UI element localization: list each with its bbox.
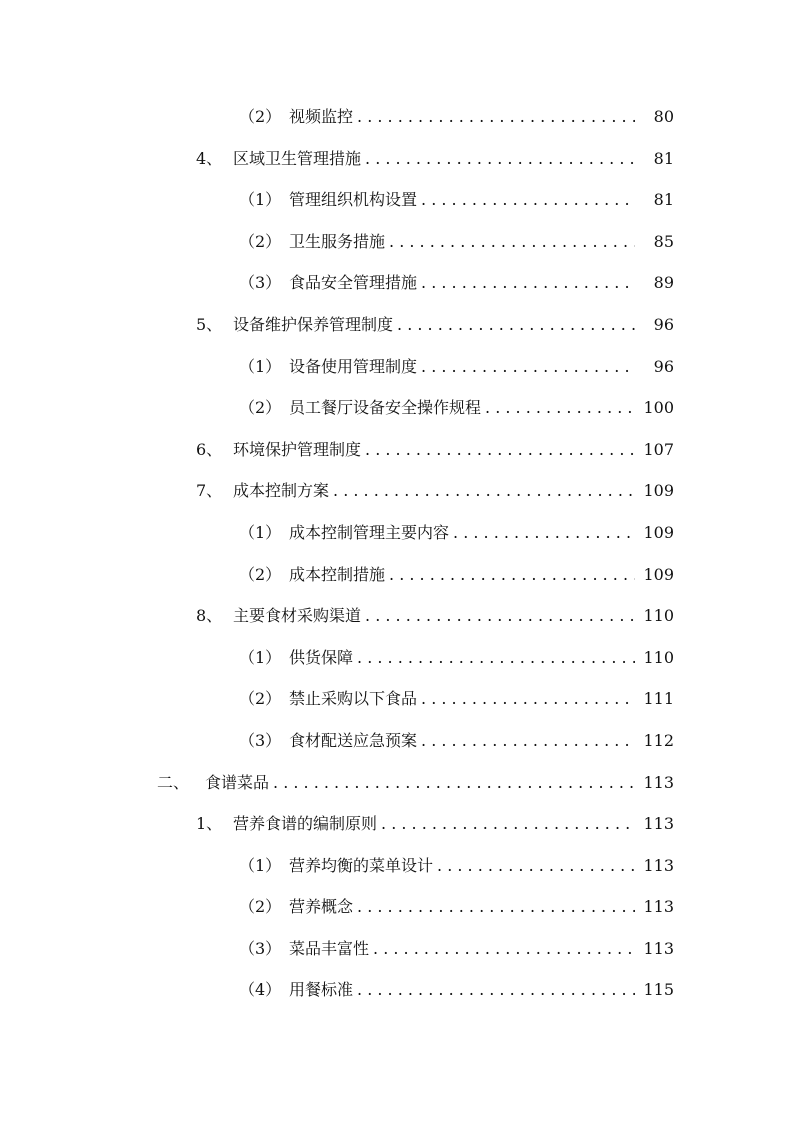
toc-entry-title xyxy=(289,637,635,679)
toc-entry-title-text: 成本控制措施 xyxy=(289,565,389,584)
toc-entry-page: 110 xyxy=(643,606,674,626)
toc-entry-number: 6、 xyxy=(196,439,223,459)
toc-entry-title xyxy=(289,262,635,304)
toc-entry-number: （2） xyxy=(239,398,282,418)
toc-entry[interactable] xyxy=(0,387,793,429)
toc-entry[interactable] xyxy=(0,803,793,845)
toc-entry[interactable] xyxy=(0,637,793,679)
toc-entry[interactable] xyxy=(0,96,793,138)
table-of-contents xyxy=(0,96,793,1011)
toc-entry-title xyxy=(233,470,635,512)
toc-entry-title xyxy=(205,762,635,804)
toc-entry[interactable] xyxy=(0,221,793,263)
toc-entry-title xyxy=(233,803,635,845)
toc-entry[interactable] xyxy=(0,346,793,388)
toc-entry-page: 113 xyxy=(643,897,674,917)
toc-entry-page: 100 xyxy=(643,398,674,418)
toc-entry-title xyxy=(233,429,635,471)
toc-entry-title xyxy=(289,554,635,596)
toc-entry-title xyxy=(289,720,635,762)
toc-entry-title xyxy=(289,845,635,887)
toc-entry-number: （2） xyxy=(239,689,282,709)
toc-entry-page: 96 xyxy=(653,356,674,376)
toc-entry-number: 4、 xyxy=(196,148,223,168)
toc-entry-number: 5、 xyxy=(196,314,223,334)
toc-entry-number: （1） xyxy=(239,855,282,875)
toc-entry-title-text: 食材配送应急预案 xyxy=(289,731,421,750)
toc-entry-page: 109 xyxy=(643,522,674,542)
toc-entry-number: （1） xyxy=(239,190,282,210)
toc-entry-title-text: 营养食谱的编制原则 xyxy=(233,814,381,833)
toc-entry-page: 85 xyxy=(653,231,674,251)
toc-entry-title-text: 管理组织机构设置 xyxy=(289,190,421,209)
toc-entry[interactable] xyxy=(0,179,793,221)
toc-entry-number: 8、 xyxy=(196,606,223,626)
toc-entry[interactable] xyxy=(0,304,793,346)
toc-entry-page: 112 xyxy=(643,730,674,750)
toc-entry-title-text: 主要食材采购渠道 xyxy=(233,606,365,625)
toc-entry[interactable] xyxy=(0,429,793,471)
toc-entry[interactable] xyxy=(0,512,793,554)
toc-entry-title-text: 营养均衡的菜单设计 xyxy=(289,856,437,875)
toc-entry-number: （2） xyxy=(239,897,282,917)
toc-entry[interactable] xyxy=(0,845,793,887)
toc-entry-title xyxy=(233,304,635,346)
toc-entry[interactable] xyxy=(0,762,793,804)
toc-entry-title-text: 员工餐厅设备安全操作规程 xyxy=(289,398,485,417)
toc-entry-number: 7、 xyxy=(196,481,223,501)
toc-entry-title xyxy=(289,346,635,388)
toc-entry-title-text: 卫生服务措施 xyxy=(289,232,389,251)
toc-entry[interactable] xyxy=(0,595,793,637)
toc-entry-page: 96 xyxy=(653,314,674,334)
toc-entry-title-text: 成本控制管理主要内容 xyxy=(289,523,453,542)
toc-entry-number: （3） xyxy=(239,730,282,750)
toc-entry-title-text: 食品安全管理措施 xyxy=(289,273,421,292)
toc-entry-page: 113 xyxy=(643,814,674,834)
toc-entry-title-text: 视频监控 xyxy=(289,107,357,126)
toc-entry-title-text: 设备使用管理制度 xyxy=(289,357,421,376)
toc-entry-number: （3） xyxy=(239,273,282,293)
toc-entry-page: 113 xyxy=(643,772,674,792)
toc-entry-title xyxy=(289,96,635,138)
toc-entry-title-text: 禁止采购以下食品 xyxy=(289,689,421,708)
toc-entry-page: 110 xyxy=(643,647,674,667)
toc-entry[interactable] xyxy=(0,969,793,1011)
toc-entry[interactable] xyxy=(0,886,793,928)
toc-entry-page: 115 xyxy=(643,980,674,1000)
toc-entry-title xyxy=(289,387,635,429)
toc-entry-number: （1） xyxy=(239,647,282,667)
toc-entry-title xyxy=(233,595,635,637)
toc-entry-title xyxy=(289,678,635,720)
toc-entry-number: （2） xyxy=(239,231,282,251)
toc-entry-page: 81 xyxy=(653,148,674,168)
toc-entry[interactable] xyxy=(0,138,793,180)
toc-entry-title-text: 食谱菜品 xyxy=(205,773,273,792)
toc-entry-title xyxy=(289,221,635,263)
toc-entry-title-text: 环境保护管理制度 xyxy=(233,440,365,459)
toc-entry[interactable] xyxy=(0,928,793,970)
toc-entry-title-text: 用餐标准 xyxy=(289,980,357,999)
toc-entry-title xyxy=(289,886,635,928)
toc-entry-page: 113 xyxy=(643,855,674,875)
toc-entry-number: （3） xyxy=(239,938,282,958)
toc-entry-title xyxy=(289,512,635,554)
toc-entry-number: （2） xyxy=(239,564,282,584)
toc-entry-page: 109 xyxy=(643,564,674,584)
toc-entry[interactable] xyxy=(0,554,793,596)
toc-entry-title-text: 区域卫生管理措施 xyxy=(233,149,365,168)
toc-entry-title-text: 设备维护保养管理制度 xyxy=(233,315,397,334)
toc-entry-title-text: 成本控制方案 xyxy=(233,481,333,500)
toc-entry-number: 1、 xyxy=(196,814,223,834)
toc-entry-number: （2） xyxy=(239,107,282,126)
toc-entry-title-text: 菜品丰富性 xyxy=(289,939,373,958)
toc-entry[interactable] xyxy=(0,262,793,304)
toc-entry-number: （4） xyxy=(239,980,282,1000)
toc-entry[interactable] xyxy=(0,720,793,762)
toc-entry-page: 89 xyxy=(653,273,674,293)
toc-entry-page: 111 xyxy=(643,689,674,709)
toc-entry-number: 二、 xyxy=(157,772,190,792)
toc-entry-page: 80 xyxy=(653,107,674,126)
toc-entry-title xyxy=(289,928,635,970)
toc-entry-title xyxy=(289,179,635,221)
toc-entry-page: 109 xyxy=(643,481,674,501)
toc-entry[interactable] xyxy=(0,678,793,720)
toc-entry-page: 81 xyxy=(653,190,674,210)
toc-entry[interactable] xyxy=(0,470,793,512)
toc-entry-title xyxy=(289,969,635,1011)
toc-entry-title xyxy=(233,138,635,180)
toc-entry-number: （1） xyxy=(239,356,282,376)
toc-entry-title-text: 营养概念 xyxy=(289,897,357,916)
toc-entry-page: 113 xyxy=(643,938,674,958)
toc-entry-number: （1） xyxy=(239,522,282,542)
toc-entry-title-text: 供货保障 xyxy=(289,648,357,667)
toc-entry-page: 107 xyxy=(643,439,674,459)
